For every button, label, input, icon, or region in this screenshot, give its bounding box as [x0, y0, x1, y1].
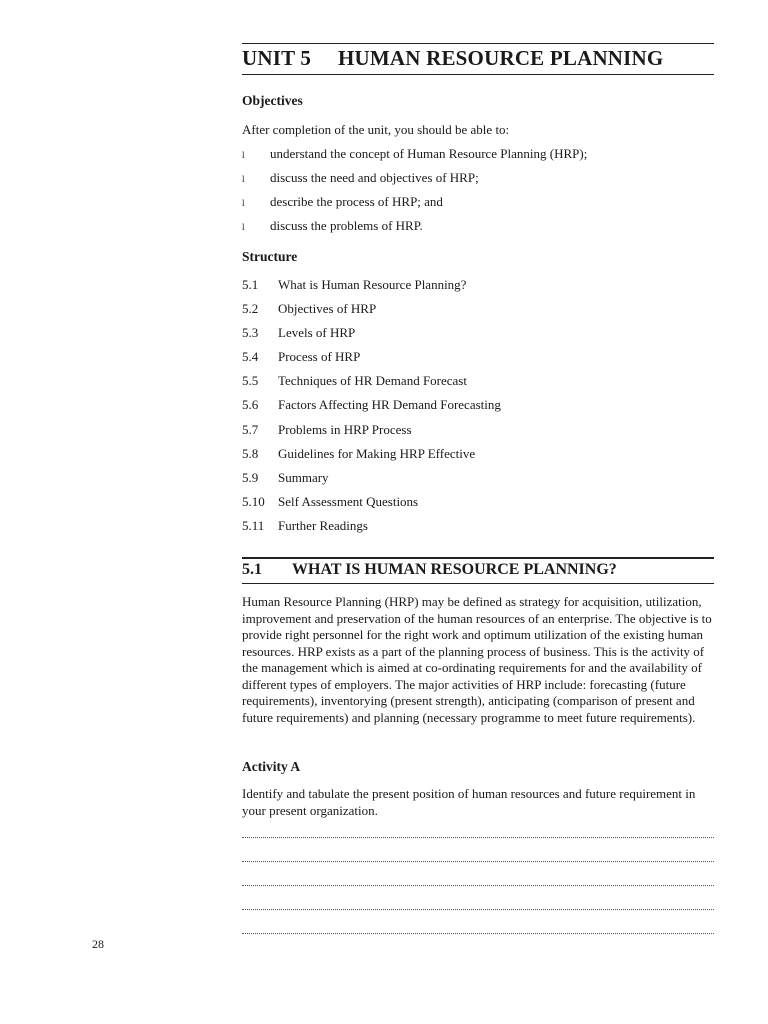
objectives-intro: After completion of the unit, you should be able to: [242, 122, 510, 137]
toc-item: 5.9 Summary [242, 469, 329, 485]
answer-line[interactable] [242, 933, 714, 934]
section-title-text: WHAT IS HUMAN RESOURCE PLANNING? [292, 561, 617, 578]
unit-number: UNIT 5 [242, 46, 312, 70]
objectives-list [242, 146, 714, 242]
bullet-marker: l [242, 150, 245, 160]
toc-item: 5.5 Techniques of HR Demand Forecast [242, 373, 467, 389]
activity-text: Identify and tabulate the present position of human resources and future requirement in your present organization. [242, 786, 696, 818]
toc-item: 5.11 Further Readings [242, 517, 368, 533]
objective-item: l discuss the need and objectives of HRP; [242, 170, 479, 185]
bullet-marker: l [242, 222, 245, 232]
toc-item: 5.8 Guidelines for Making HRP Effective [242, 445, 476, 461]
bullet-marker: l [242, 198, 245, 208]
activity-heading: Activity A [242, 759, 301, 774]
section-top-rule [242, 557, 714, 559]
toc-item: 5.2 Objectives of HRP [242, 301, 377, 317]
toc-item: 5.10 Self Assessment Questions [242, 493, 419, 509]
section-number: 5.1 [242, 561, 262, 578]
toc-item: 5.3 Levels of HRP [242, 325, 356, 341]
title-bottom-rule [242, 74, 714, 75]
structure-list [242, 277, 714, 542]
unit-title-text: HUMAN RESOURCE PLANNING [338, 46, 664, 70]
objective-item: l describe the process of HRP; and [242, 194, 443, 209]
section-bottom-rule [242, 583, 714, 584]
structure-heading: Structure [242, 249, 298, 264]
objectives-heading: Objectives [242, 93, 303, 108]
answer-line[interactable] [242, 837, 714, 838]
unit-title [242, 46, 714, 71]
objective-item: l discuss the problems of HRP. [242, 218, 423, 233]
answer-line[interactable] [242, 909, 714, 910]
toc-item: 5.7 Problems in HRP Process [242, 421, 412, 437]
objective-item: l understand the concept of Human Resource Planning (HRP); [242, 146, 588, 161]
section-title [242, 561, 714, 579]
page-number: 28 [92, 937, 104, 951]
toc-item: 5.1 What is Human Resource Planning? [242, 277, 467, 292]
toc-item: 5.4 Process of HRP [242, 349, 361, 365]
section-paragraph: Human Resource Planning (HRP) may be defined as strategy for acquisition, utilization, improvement and preservation of the human resources of an enterprise. The objective is to provide right personnel for the right work and optimum utilization of the existing human resources. HRP exists as a part of the planning process of business. This is the activity of the management which is aimed at co-ordinating requirements for and the availability of different types of employers. The major activities of HRP include: forecasting (future requirements), inventorying (present strength), anticipating (comparison of present and future requirements) and planning (necessary programme to meet future requirements). [242, 594, 712, 725]
bullet-marker: l [242, 174, 245, 184]
answer-line[interactable] [242, 885, 714, 886]
title-top-rule [242, 43, 714, 44]
toc-item: 5.6 Factors Affecting HR Demand Forecasting [242, 397, 501, 413]
answer-line[interactable] [242, 861, 714, 862]
